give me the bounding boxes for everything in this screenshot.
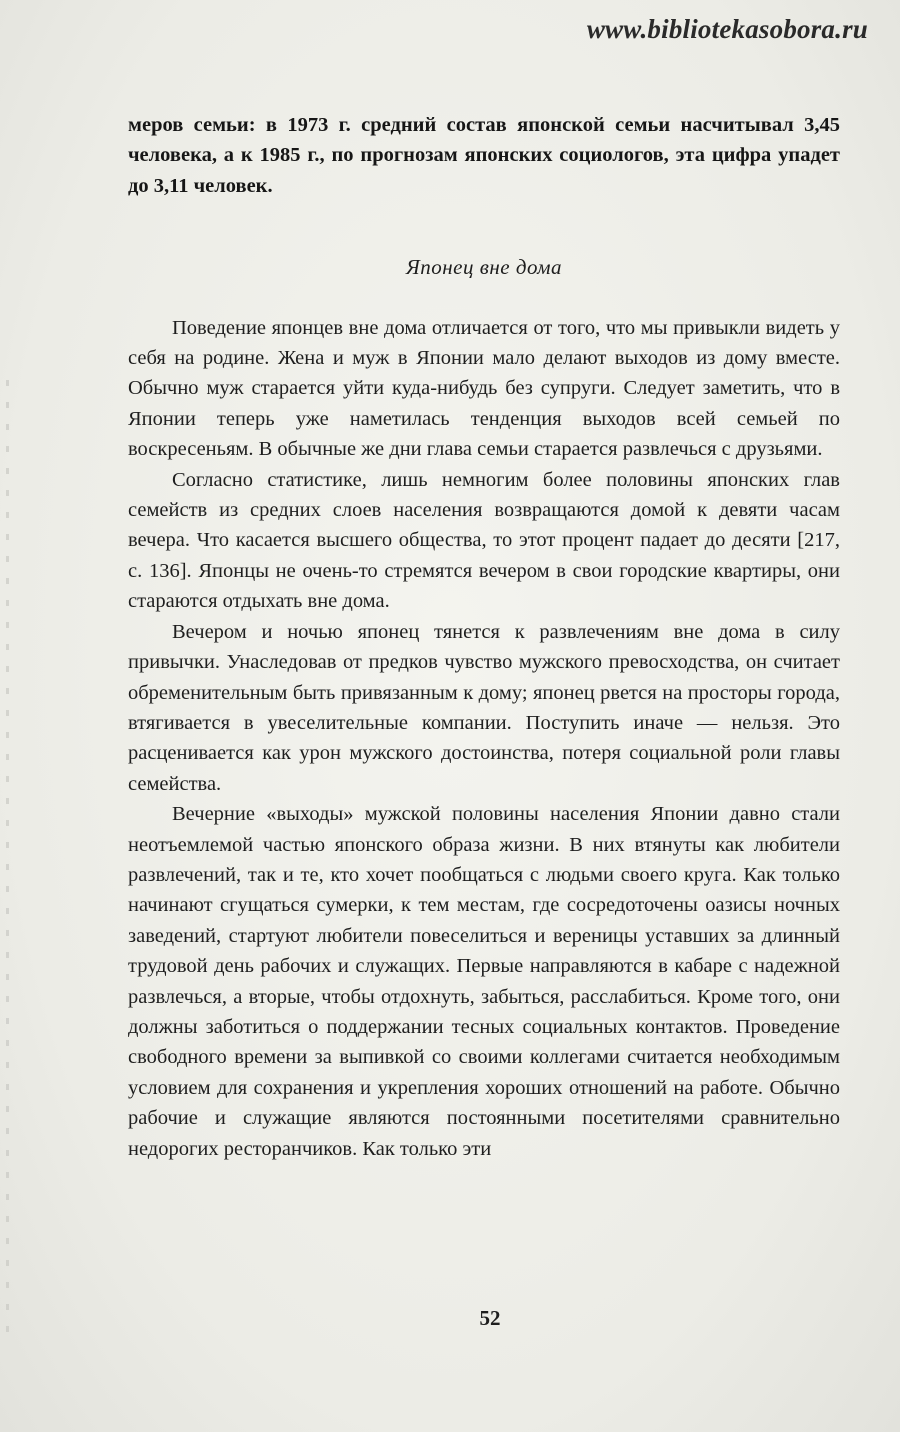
body-paragraph: Вечером и ночью японец тянется к развлечениям вне дома в силу привычки. Унаследовав от предков чувство мужского превосходства, он считает обременительным быть привязанным к дому; японец рвется на просторы города, втягивается в увеселительные компании. Поступить иначе — нельзя. Это расценивается как урон мужского достоинства, потеря социальной роли главы семейства. — [128, 620, 840, 795]
scan-margin-artifact — [6, 380, 9, 1340]
section-heading: Японец вне дома — [405, 255, 563, 280]
page-body — [128, 110, 840, 1164]
site-watermark: www.bibliotekasobora.ru — [586, 14, 868, 44]
body-paragraph: Поведение японцев вне дома отличается от того, что мы привыкли видеть у себя на родине. Жена и муж в Японии мало делают выходов из дому вместе. Обычно муж старается уйти куда-нибудь без супруги. Следует заметить, что в Японии теперь уже наметилась тенденция выходов всей семьей по воскресеньям. В обычные же дни глава семьи старается развлечься с друзьями. — [128, 316, 840, 461]
body-paragraph: Согласно статистике, лишь немногим более половины японских глав семейств из средних слоев населения возвращаются домой к девяти часам вечера. Что касается высшего общества, то этот процент падает до десяти [217, с. 136]. Японцы не очень-то стремятся вечером в свои городские квартиры, они стараются отдыхать вне дома. — [128, 468, 840, 613]
page-number: 52 — [479, 1306, 501, 1330]
body-paragraph: Вечерние «выходы» мужской половины населения Японии давно стали неотъемлемой частью японского образа жизни. В них втянуты как любители развлечений, так и те, кто хочет пообщаться с людьми своего круга. Как только начинают сгущаться сумерки, к тем местам, где сосредоточены оазисы ночных заведений, стартуют любители повеселиться и вереницы уставших за длинный трудовой день рабочих и служащих. Первые направляются в кабаре с надежной развлечься, а вторые, чтобы отдохнуть, забыться, расслабиться. Кроме того, они должны заботиться о поддержании тесных социальных контактов. Проведение свободного времени за выпивкой со своими коллегами считается необходимым условием для сохранения и укрепления хороших отношений на работе. Обычно рабочие и служащие являются постоянными посетителями сравнительно недорогих ресторанчиков. Как только эти — [128, 803, 840, 1160]
continued-paragraph: меров семьи: в 1973 г. средний состав японской семьи насчитывал 3,45 человека, а к 1985 г., по прогнозам японских социологов, эта цифра упадет до 3,11 человек. — [128, 114, 840, 197]
